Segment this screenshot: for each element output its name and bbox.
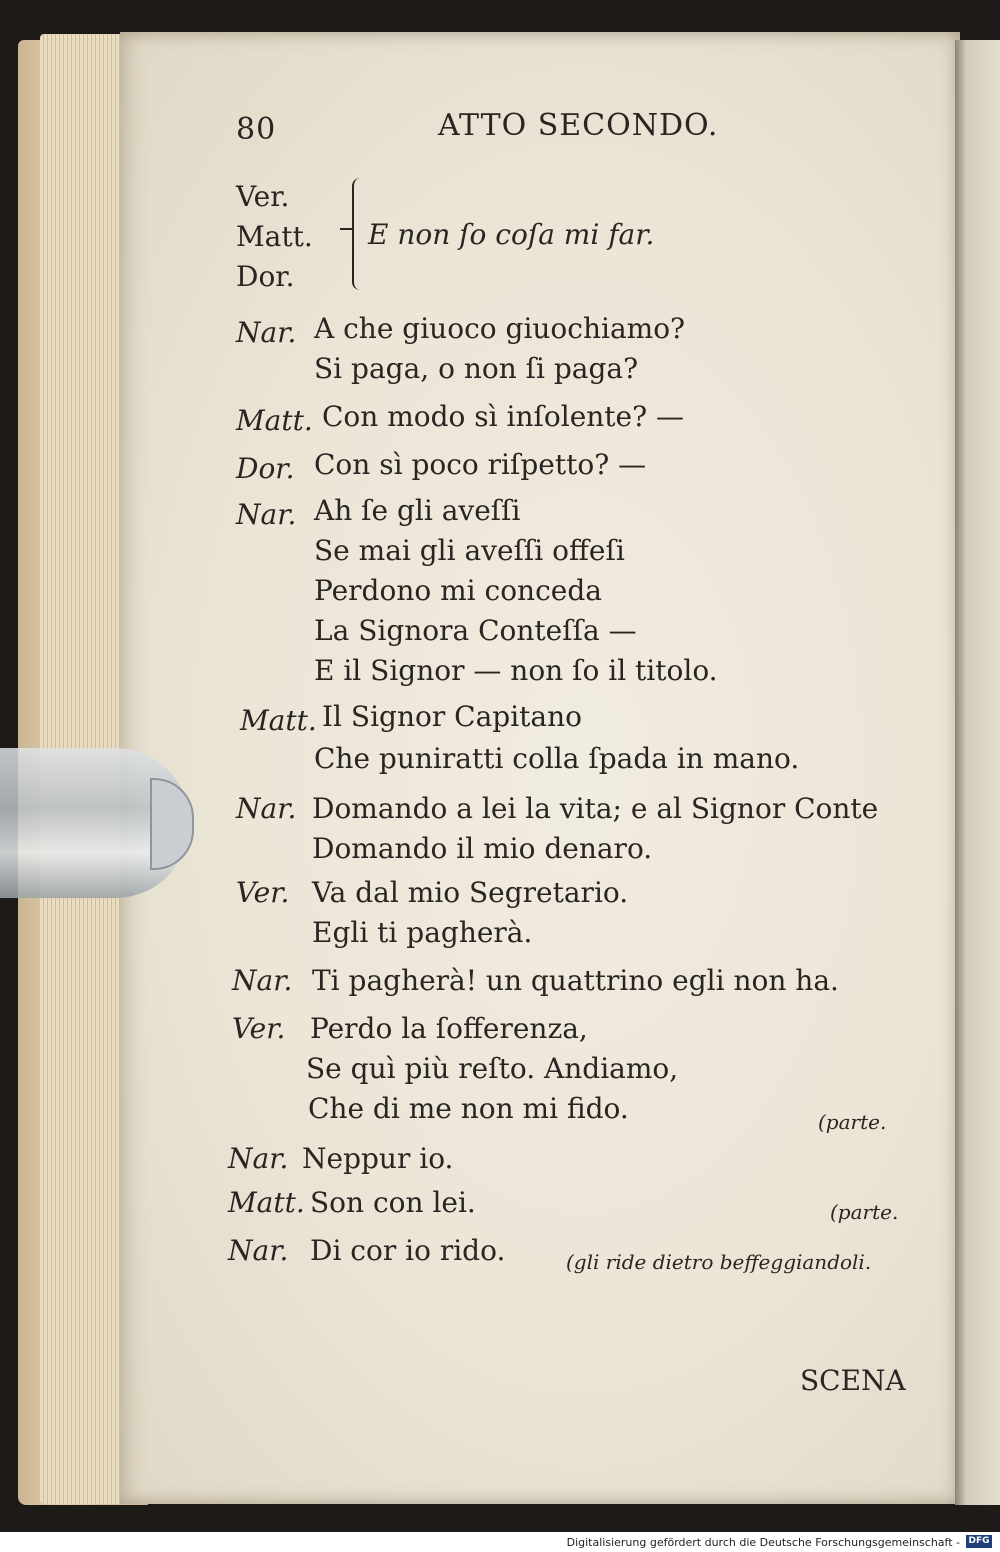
dialogue-line: La Signora Conteſſa — — [314, 614, 637, 647]
speaker-label: Nar. — [228, 1142, 289, 1175]
speaker-label: Matt. — [240, 704, 317, 737]
dialogue-line: Se mai gli aveſſi offeſi — [314, 534, 625, 567]
speaker-label: Nar. — [236, 316, 297, 349]
dialogue-line: Se quì più reſto. Andiamo, — [306, 1052, 679, 1085]
speaker-label: Nar. — [236, 792, 297, 825]
dialogue-line: Domando il mio denaro. — [312, 832, 653, 865]
speaker-label: Ver. — [232, 1012, 286, 1045]
speaker-label: Nar. — [228, 1234, 289, 1267]
stage-direction: (gli ride dietro beffeggiandoli. — [566, 1250, 872, 1274]
dialogue-line: Di cor io rido. — [310, 1234, 506, 1267]
running-title: ATTO SECONDO. — [438, 108, 719, 143]
brace-line: E non ſo coſa mi far. — [368, 218, 655, 251]
catchword: SCENA — [800, 1364, 906, 1397]
dialogue-line: Perdo la ſofferenza, — [310, 1012, 588, 1045]
dialogue-line: Con sì poco riſpetto? — — [314, 448, 647, 481]
speaker-label: Dor. — [236, 260, 295, 293]
brace-symbol — [352, 178, 366, 290]
dialogue-line: Neppur io. — [302, 1142, 454, 1175]
speaker-label: Dor. — [236, 452, 295, 485]
page-number: 80 — [236, 112, 277, 147]
dialogue-line: Son con lei. — [310, 1186, 476, 1219]
brace-tip — [340, 228, 354, 230]
dialogue-line: Con modo sì inſolente? — — [322, 400, 685, 433]
speaker-label: Matt. — [236, 404, 313, 437]
dialogue-line: Ah ſe gli aveſſi — [314, 494, 521, 527]
dialogue-line: Ti pagherà! un quattrino egli non ha. — [312, 964, 839, 997]
dialogue-line: Egli ti pagherà. — [312, 916, 533, 949]
facing-page-edge — [955, 40, 1000, 1505]
dialogue-line: E il Signor — non ſo il titolo. — [314, 654, 718, 687]
dialogue-line: Il Signor Capitano — [322, 700, 582, 733]
dialogue-line: Va dal mio Segretario. — [312, 876, 629, 909]
speaker-label: Nar. — [236, 498, 297, 531]
stage-direction: (parte. — [818, 1110, 887, 1134]
speaker-label: Matt. — [236, 220, 313, 253]
footer-credit: Digitalisierung gefördert durch die Deutsche Forschungsgemeinschaft - — [566, 1536, 960, 1549]
dialogue-line: Si paga, o non ſi paga? — [314, 352, 639, 385]
dialogue-line: Che di me non mi fido. — [308, 1092, 629, 1125]
dfg-logo: DFG — [966, 1535, 992, 1548]
dialogue-line: Perdono mi conceda — [314, 574, 602, 607]
speaker-label: Matt. — [228, 1186, 305, 1219]
stage-direction: (parte. — [830, 1200, 899, 1224]
dialogue-line: A che giuoco giuochiamo? — [314, 312, 686, 345]
speaker-label: Nar. — [232, 964, 293, 997]
speaker-label: Ver. — [236, 876, 290, 909]
speaker-label: Ver. — [236, 180, 290, 213]
dialogue-line: Domando a lei la vita; e al Signor Conte — [312, 792, 879, 825]
dialogue-line: Che puniratti colla ſpada in mano. — [314, 742, 800, 775]
